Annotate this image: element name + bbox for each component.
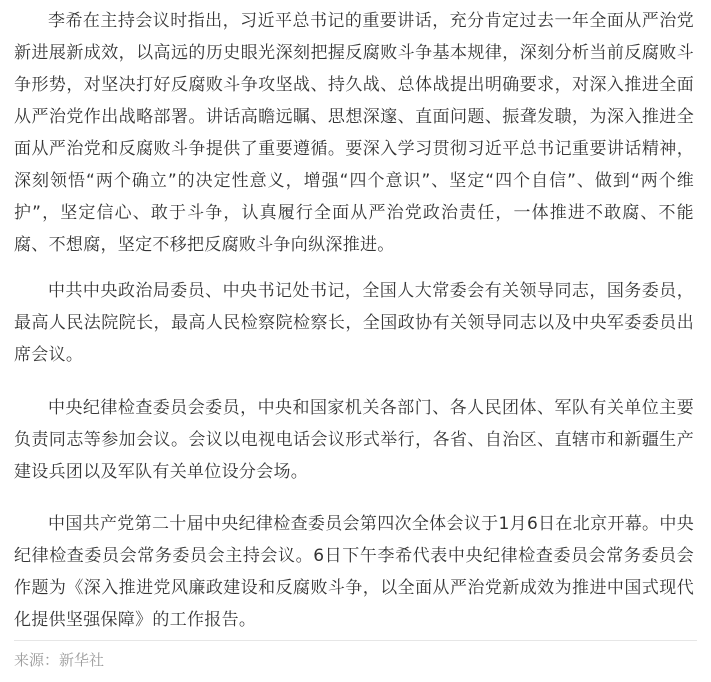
paragraph-attendees-leaders: 中共中央政治局委员、中央书记处书记，全国人大常委会有关领导同志，国务委员，最高人民法院院长，最高人民检察院检察长，全国政协有关领导同志以及中央军委委员出席会议。 — [14, 281, 694, 365]
source-name: 新华社 — [59, 651, 105, 669]
paragraph-plenary-opening: 中国共产党第二十届中央纪律检查委员会第四次全体会议于1月6日在北京开幕。中央纪律检查委员会常务委员会主持会议。6日下午李希代表中央纪律检查委员会常务委员会作题为《深入推进党风廉政建设和反腐败斗争，以全面从严治党新成效为推进中国式现代化提供坚强保障》的工作报告。 — [14, 514, 694, 630]
paragraph-li-xi-remarks: 李希在主持会议时指出，习近平总书记的重要讲话，充分肯定过去一年全面从严治党新进展新成效，以高远的历史眼光深刻把握反腐败斗争基本规律，深刻分析当前反腐败斗争形势，对坚决打好反腐败斗争攻坚战、持久战、总体战提出明确要求，对深入推进全面从严治党作出战略部署。讲话高瞻远瞩、思想深邃、直面问题、振聋发聩，为深入推进全面从严治党和反腐败斗争提供了重要遵循。要深入学习贯彻习近平总书记重要讲话精神，深刻领悟“两个确立”的决定性意义，增强“四个意识”、坚定“四个自信”、做到“两个维护”，坚定信心、敢于斗争，认真履行全面从严治党政治责任，一体推进不敢腐、不能腐、不想腐，坚定不移把反腐败斗争向纵深推进。 — [14, 11, 694, 255]
source-label: 来源： — [14, 651, 60, 669]
footer-divider — [14, 640, 697, 641]
paragraph-participants: 中央纪律检查委员会委员，中央和国家机关各部门、各人民团体、军队有关单位主要负责同志等参加会议。会议以电视电话会议形式举行，各省、自治区、直辖市和新疆生产建设兵团以及军队有关单位设分会场。 — [14, 398, 694, 482]
source-line — [14, 648, 104, 672]
